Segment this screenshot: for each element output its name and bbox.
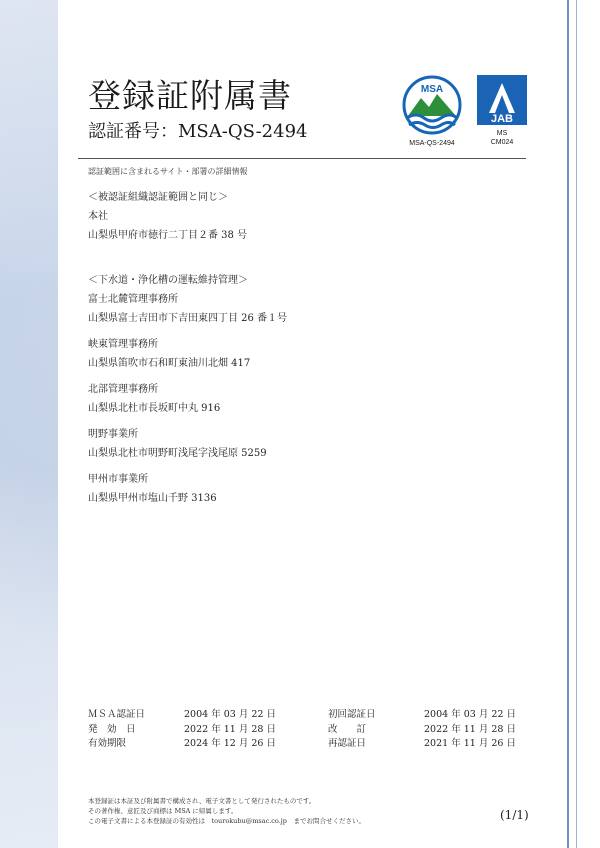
date-value: 2022 年 11 月 28 日	[184, 723, 276, 735]
date-label: 有効期限	[88, 738, 127, 749]
site-list	[88, 188, 518, 534]
group-heading: ＜下水道・浄化槽の運転維持管理＞	[88, 275, 248, 286]
dates-left	[88, 708, 276, 752]
footnote	[88, 796, 365, 826]
site-address: 山梨県甲府市徳行二丁目２番 38 号	[88, 230, 248, 241]
footnote-line: この電子文書による本登録証の有効性は tourokubu@msac.co.jp までお問合せください。	[88, 817, 365, 825]
date-value: 2022 年 11 月 28 日	[424, 723, 516, 735]
site-address: 山梨県富士吉田市下吉田東四丁目 26 番１号	[88, 313, 288, 324]
scope-group	[88, 188, 518, 245]
jab-logo	[477, 75, 527, 147]
site-address: 山梨県甲州市塩山千野 3136	[88, 493, 217, 504]
msa-logo-text: MSA	[420, 84, 444, 95]
certificate-number: 認証番号：MSA-QS-2494	[88, 121, 308, 142]
site-address: 山梨県笛吹市石和町東油川北畑 417	[88, 358, 251, 369]
jab-logo-graphic	[477, 75, 527, 147]
jab-logo-text: JAB	[490, 113, 514, 125]
date-row	[328, 708, 516, 723]
date-value: 2004 年 03 月 22 日	[184, 709, 276, 720]
dates-right	[328, 708, 516, 752]
site-entry	[88, 290, 518, 328]
site-entry	[88, 470, 518, 508]
scope-group	[88, 271, 518, 508]
date-value: 2024 年 12 月 26 日	[184, 738, 276, 749]
date-label: 発 効 日	[88, 723, 136, 735]
date-row	[328, 737, 516, 752]
scope-note: 認証範囲に含まれるサイト・部署の詳細情報	[88, 167, 248, 176]
site-address: 山梨県北杜市明野町浅尾字浅尾原 5259	[88, 448, 267, 459]
date-row	[328, 723, 516, 738]
left-decorative-band	[0, 0, 58, 848]
date-label: 改 訂	[328, 723, 367, 735]
date-label: 再認証日	[328, 738, 367, 749]
site-name: 甲州市事業所	[88, 474, 148, 485]
document-title: 登録証附属書	[88, 76, 292, 115]
msa-logo	[399, 74, 465, 148]
group-heading: ＜被認証組織認証範囲と同じ＞	[88, 192, 228, 203]
footnote-line: 本登録証は本証及び附属書で構成され、電子文書として発行されたものです。	[88, 797, 316, 805]
msa-logo-graphic	[399, 74, 465, 148]
date-value: 2021 年 11 月 26 日	[424, 738, 516, 749]
site-entry	[88, 380, 518, 418]
date-row	[88, 737, 276, 752]
site-address: 山梨県北杜市長坂町中丸 916	[88, 403, 221, 414]
jab-cm-label: CM024	[490, 139, 514, 146]
date-row	[88, 708, 276, 723]
date-label: 初回認証日	[328, 709, 376, 720]
site-entry	[88, 207, 518, 245]
site-name: 本社	[88, 211, 108, 222]
page-number: (1/1)	[500, 808, 529, 822]
footnote-line: その著作権、意匠及び商標は MSA に帰属します。	[88, 807, 238, 815]
site-name: 峡東管理事務所	[88, 339, 158, 350]
date-row	[88, 723, 276, 738]
msa-logo-caption: MSA-QS-2494	[409, 140, 455, 147]
right-border-line-thin	[576, 0, 577, 848]
site-name: 明野事業所	[88, 429, 138, 440]
right-border-line	[567, 0, 569, 848]
jab-ms-label: MS	[496, 130, 508, 137]
site-name: 富士北麓管理事務所	[88, 294, 178, 305]
date-value: 2004 年 03 月 22 日	[424, 709, 516, 720]
band-wave	[0, 0, 58, 848]
site-entry	[88, 335, 518, 373]
site-entry	[88, 425, 518, 463]
site-name: 北部管理事務所	[88, 384, 158, 395]
date-label: ＭＳＡ認証日	[88, 709, 146, 720]
header-divider	[78, 158, 526, 159]
